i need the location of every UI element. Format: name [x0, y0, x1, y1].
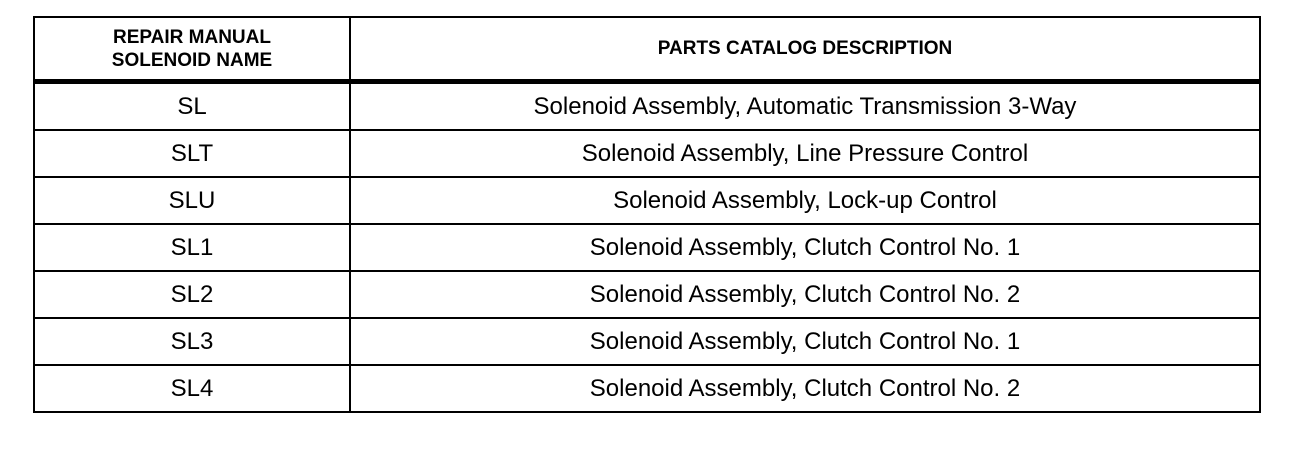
solenoid-name-cell: SL2	[34, 271, 350, 318]
table-header	[34, 17, 1260, 82]
description-cell: Solenoid Assembly, Lock-up Control	[350, 177, 1260, 224]
solenoid-name-cell: SL4	[34, 365, 350, 412]
description-cell: Solenoid Assembly, Clutch Control No. 2	[350, 271, 1260, 318]
description-cell: Solenoid Assembly, Automatic Transmission 3-Way	[350, 82, 1260, 131]
description-cell: Solenoid Assembly, Line Pressure Control	[350, 130, 1260, 177]
solenoid-name-cell: SL	[34, 82, 350, 131]
table-row	[34, 177, 1260, 224]
header-solenoid-name-line2: SOLENOID NAME	[111, 49, 273, 71]
solenoid-name-cell: SLU	[34, 177, 350, 224]
table-row	[34, 318, 1260, 365]
header-solenoid-name	[34, 17, 350, 82]
header-parts-description: PARTS CATALOG DESCRIPTION	[350, 17, 1260, 82]
table-body	[34, 82, 1260, 413]
description-cell: Solenoid Assembly, Clutch Control No. 1	[350, 224, 1260, 271]
description-cell: Solenoid Assembly, Clutch Control No. 1	[350, 318, 1260, 365]
header-row	[34, 17, 1260, 82]
solenoid-table	[33, 16, 1261, 413]
table-row	[34, 82, 1260, 131]
solenoid-name-cell: SLT	[34, 130, 350, 177]
header-solenoid-name-line1: REPAIR MANUAL	[113, 26, 271, 48]
table-row	[34, 224, 1260, 271]
description-cell: Solenoid Assembly, Clutch Control No. 2	[350, 365, 1260, 412]
table-row	[34, 365, 1260, 412]
solenoid-name-cell: SL3	[34, 318, 350, 365]
table-row	[34, 271, 1260, 318]
solenoid-name-cell: SL1	[34, 224, 350, 271]
table-row	[34, 130, 1260, 177]
